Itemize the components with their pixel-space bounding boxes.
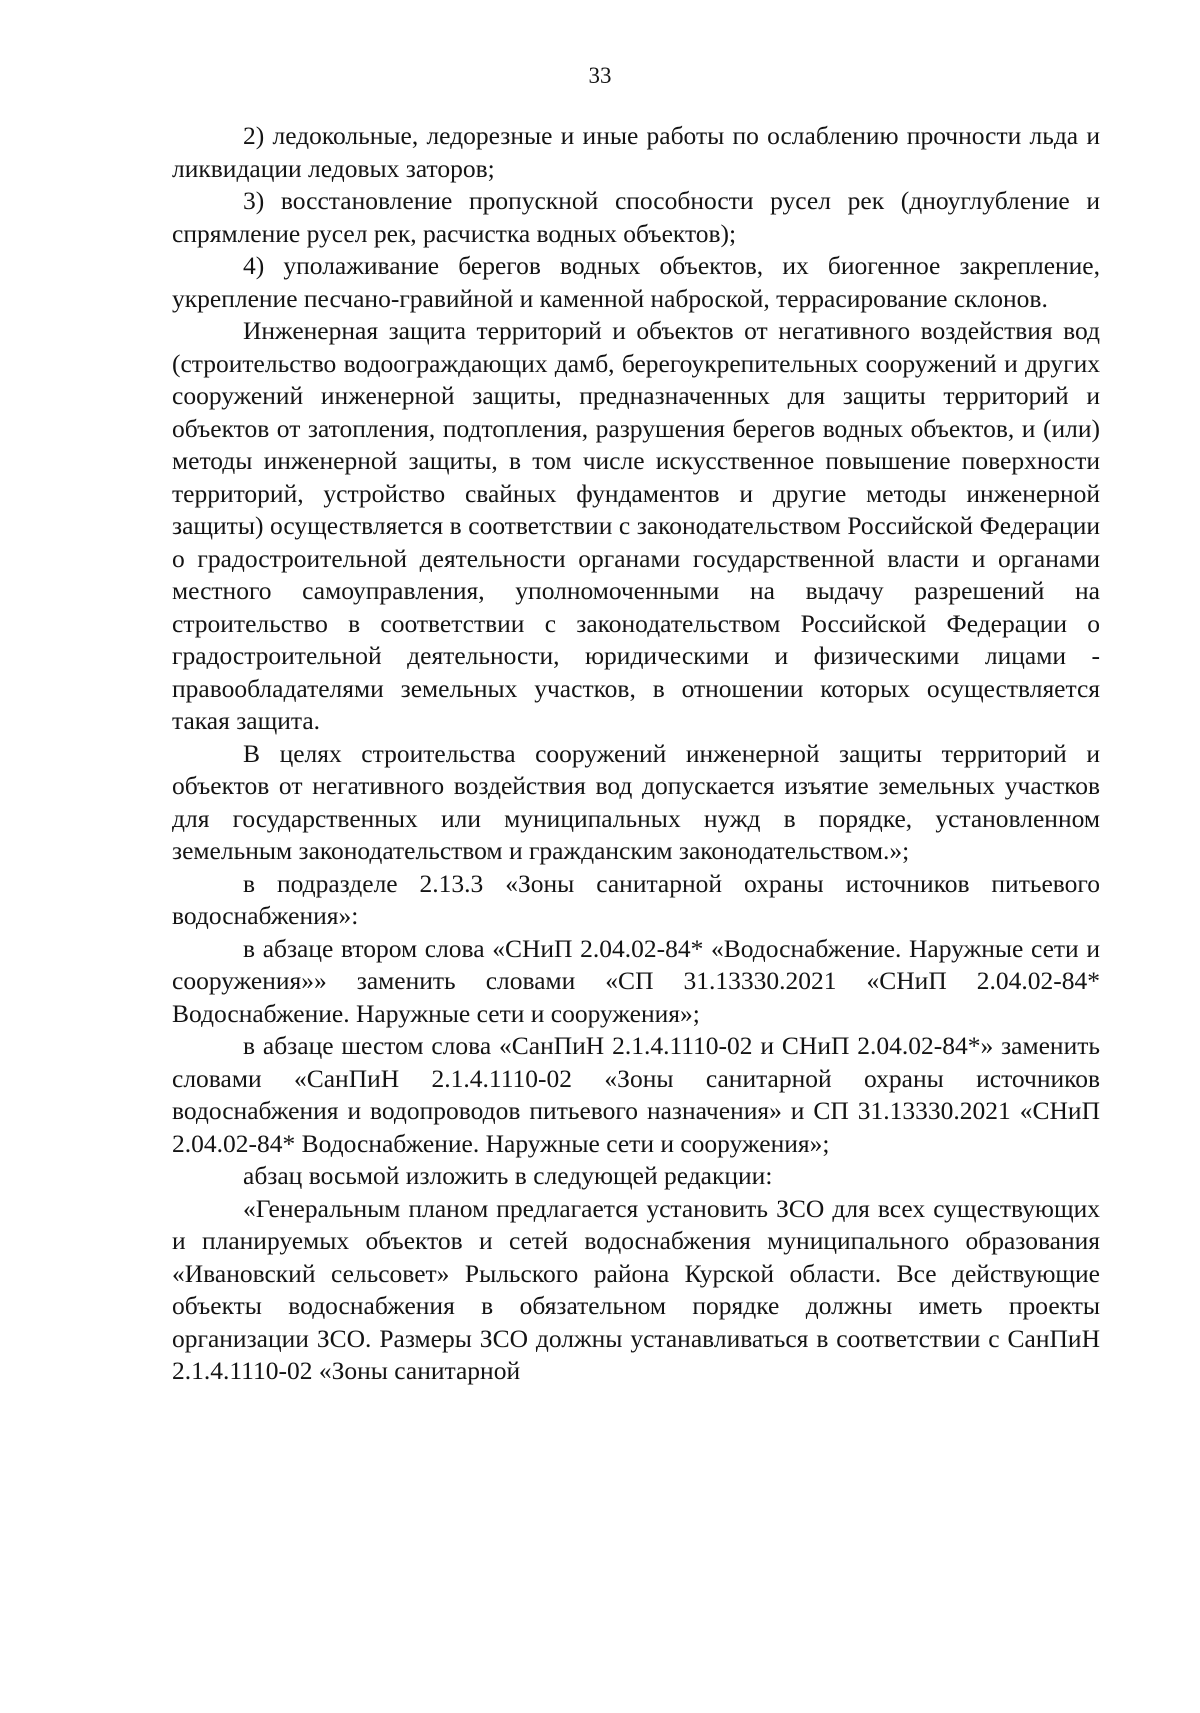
paragraph-eighth-abzac-intro: абзац восьмой изложить в следующей редакции: [243, 1161, 773, 1190]
paragraph-engineering-protection: Инженерная защита территорий и объектов от негативного воздействия вод (строительство водоограждающих дамб, берегоукрепительных сооружений и других сооружений инженерной защиты, предназначенных для защиты территорий и объектов от затопления, подтопления, разрушения берегов водных объектов, и (или) методы инженерной защиты, в том числе искусственное повышение поверхности территорий, устройство свайных фундаментов и другие методы инженерной защиты) осуществляется в соответствии с законодательством Российской Федерации о градостроительной деятельности органами государственной власти и органами местного самоуправления, уполномоченными на выдачу разрешений на строительство в соответствии с законодательством Российской Федерации о градостроительной деятельности, юридическими и физическими лицами - правообладателями земельных участков, в отношении которых осуществляется такая защита. [172, 316, 1100, 735]
paragraph-subsection-2-13-3: в подразделе 2.13.3 «Зоны санитарной охраны источников питьевого водоснабжения»: [172, 868, 1100, 930]
paragraph-ice-works: 2) ледокольные, ледорезные и иные работы по ослаблению прочности льда и ликвидации ледовых заторов; [172, 121, 1100, 183]
paragraph-sixth-abzac: в абзаце шестом слова «СанПиН 2.1.4.1110-02 и СНиП 2.04.02-84*» заменить словами «СанПиН 2.1.4.1110-02 «Зоны санитарной охраны источников водоснабжения и водопроводов питьевого назначения» и СП 31.13330.2021 «СНиП 2.04.02-84* Водоснабжение. Наружные сети и сооружения»; [172, 1031, 1100, 1158]
document-body [172, 120, 1100, 1388]
paragraph-river-capacity: 3) восстановление пропускной способности русел рек (дноуглубление и спрямление русел рек, расчистка водных объектов); [172, 186, 1100, 248]
paragraph-general-plan-zso: «Генеральным планом предлагается установить ЗСО для всех существующих и планируемых объектов и сетей водоснабжения муниципального образования «Ивановский сельсовет» Рыльского района Курской области. Все действующие объекты водоснабжения в обязательном порядке должны иметь проекты организации ЗСО. Размеры ЗСО должны устанавливаться в соответствии с СанПиН 2.1.4.1110-02 «Зоны санитарной [172, 1193, 1100, 1385]
paragraph-land-seizure: В целях строительства сооружений инженерной защиты территорий и объектов от негативного воздействия вод допускается изъятие земельных участков для государственных или муниципальных нужд в порядке, установленном земельным законодательством и гражданским законодательством.»; [172, 738, 1100, 865]
paragraph-second-abzac: в абзаце втором слова «СНиП 2.04.02-84* «Водоснабжение. Наружные сети и сооружения»» заменить словами «СП 31.13330.2021 «СНиП 2.04.02-84* Водоснабжение. Наружные сети и сооружения»; [172, 933, 1100, 1028]
paragraph-bank-stabilization: 4) уполаживание берегов водных объектов, их биогенное закрепление, укрепление песчано-гравийной и каменной наброской, террасирование склонов. [172, 251, 1100, 313]
page-number: 33 [588, 63, 612, 88]
